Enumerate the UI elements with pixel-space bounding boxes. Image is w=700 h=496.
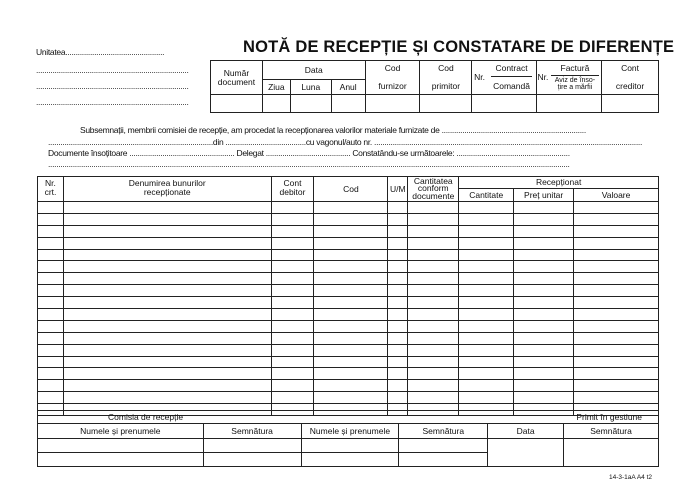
table-cell[interactable] [459, 368, 514, 380]
table-cell[interactable] [574, 368, 659, 380]
contract-label: Contract [495, 63, 528, 74]
table-cell[interactable] [408, 356, 459, 368]
form-code: 14-3-1aA A4 t2 [609, 474, 653, 481]
cont-debitor-header: Cont debitor [271, 177, 314, 202]
table-cell[interactable] [38, 392, 64, 404]
table-cell[interactable] [514, 225, 574, 237]
ziua-cell[interactable] [262, 95, 290, 113]
table-cell[interactable] [271, 332, 314, 344]
signature-table [37, 410, 659, 467]
anul-header: Anul [331, 80, 365, 95]
table-cell[interactable] [388, 332, 408, 344]
numele-header-1: Numele și prenumele [38, 424, 204, 439]
table-cell[interactable] [459, 332, 514, 344]
table-row [38, 225, 659, 237]
ziua-header: Ziua [262, 80, 290, 95]
table-cell[interactable] [574, 249, 659, 261]
numar-document-cell[interactable] [211, 95, 263, 113]
nr-crt-header: Nr. crt. [38, 177, 64, 202]
table-cell[interactable] [459, 273, 514, 285]
contract-cell[interactable] [472, 95, 537, 113]
statement-line-1: Subsemnații, membrii comisiei de recepție, am procedat la recepționarea valorilor materiale furnizate de ...................................................................... [80, 125, 586, 135]
table-cell[interactable] [514, 202, 574, 214]
table-cell[interactable] [38, 285, 64, 297]
table-cell[interactable] [38, 344, 64, 356]
table-cell[interactable] [38, 237, 64, 249]
table-cell[interactable] [574, 261, 659, 273]
table-cell[interactable] [63, 213, 271, 225]
table-cell[interactable] [459, 344, 514, 356]
table-row [38, 213, 659, 225]
table-cell[interactable] [38, 368, 64, 380]
table-cell[interactable] [388, 344, 408, 356]
table-cell[interactable] [514, 332, 574, 344]
table-cell[interactable] [408, 237, 459, 249]
table-cell[interactable] [388, 285, 408, 297]
semnatura-header-1: Semnătura [203, 424, 301, 439]
table-cell[interactable] [388, 273, 408, 285]
table-cell[interactable] [63, 392, 271, 404]
data-header: Data [262, 61, 365, 80]
table-cell[interactable] [63, 249, 271, 261]
sig-cell[interactable] [38, 453, 204, 467]
pret-unitar-header: Preț unitar [514, 189, 574, 202]
statement-line-3: Documente însoțitoare ................................................... Delegat ......................................... Constatându-se următoarele: ....................................................... [48, 148, 570, 158]
table-row [38, 261, 659, 273]
table-cell[interactable] [388, 368, 408, 380]
table-cell[interactable] [459, 380, 514, 392]
table-cell[interactable] [38, 320, 64, 332]
factura-cell[interactable] [537, 95, 602, 113]
table-row [38, 332, 659, 344]
numar-document-header: Număr document [211, 61, 263, 95]
table-cell[interactable] [63, 225, 271, 237]
table-cell[interactable] [574, 380, 659, 392]
table-cell[interactable] [63, 332, 271, 344]
page-title: NOTĂ DE RECEPȚIE ȘI CONSTATARE DE DIFERENȚE [243, 38, 675, 56]
table-cell[interactable] [38, 249, 64, 261]
table-cell[interactable] [408, 392, 459, 404]
table-cell[interactable] [314, 285, 388, 297]
table-cell[interactable] [459, 392, 514, 404]
table-cell[interactable] [514, 213, 574, 225]
table-cell[interactable] [514, 392, 574, 404]
table-cell[interactable] [514, 249, 574, 261]
table-cell[interactable] [271, 297, 314, 309]
unitatea-line-3: .......................................................................... [36, 81, 189, 91]
table-cell[interactable] [408, 297, 459, 309]
table-row [38, 380, 659, 392]
table-cell[interactable] [408, 285, 459, 297]
table-cell[interactable] [514, 380, 574, 392]
table-cell[interactable] [459, 225, 514, 237]
table-cell[interactable] [63, 380, 271, 392]
table-cell[interactable] [38, 380, 64, 392]
table-cell[interactable] [314, 237, 388, 249]
table-row [38, 368, 659, 380]
numele-header-2: Numele și prenumele [301, 424, 399, 439]
sig-cell[interactable] [301, 439, 399, 453]
luna-header: Luna [290, 80, 331, 95]
table-cell[interactable] [314, 368, 388, 380]
cont-creditor-header: Cont creditor [602, 61, 659, 95]
table-cell[interactable] [314, 320, 388, 332]
comanda-label: Comandă [491, 76, 532, 91]
cod-furnizor-cell[interactable] [365, 95, 420, 113]
table-cell[interactable] [314, 332, 388, 344]
table-cell[interactable] [314, 249, 388, 261]
table-cell[interactable] [408, 273, 459, 285]
table-cell[interactable] [314, 273, 388, 285]
table-cell[interactable] [459, 285, 514, 297]
sig-cell[interactable] [203, 453, 301, 467]
table-cell[interactable] [314, 213, 388, 225]
table-cell[interactable] [514, 356, 574, 368]
table-cell[interactable] [459, 213, 514, 225]
table-cell[interactable] [63, 285, 271, 297]
primit-label: Primit în gestiune [399, 411, 659, 424]
table-cell[interactable] [271, 249, 314, 261]
cod-primitor-cell[interactable] [420, 95, 472, 113]
cod-furnizor-header: Cod furnizor [365, 61, 420, 95]
table-cell[interactable] [271, 273, 314, 285]
table-cell[interactable] [574, 237, 659, 249]
table-cell[interactable] [459, 356, 514, 368]
table-row [38, 320, 659, 332]
cod-header: Cod [314, 177, 388, 202]
unitatea-line-4: .......................................................................... [36, 97, 189, 107]
table-cell[interactable] [314, 356, 388, 368]
sig-cell[interactable] [564, 439, 659, 467]
sig-cell[interactable] [203, 439, 301, 453]
table-cell[interactable] [574, 297, 659, 309]
header-table [210, 60, 659, 113]
table-cell[interactable] [314, 380, 388, 392]
table-cell[interactable] [271, 344, 314, 356]
table-cell[interactable] [408, 213, 459, 225]
table-cell[interactable] [38, 332, 64, 344]
factura-label: Factură [560, 62, 590, 73]
table-cell[interactable] [388, 202, 408, 214]
table-cell[interactable] [459, 202, 514, 214]
table-cell[interactable] [514, 273, 574, 285]
table-cell[interactable] [38, 225, 64, 237]
table-cell[interactable] [63, 261, 271, 273]
table-row [38, 273, 659, 285]
table-cell[interactable] [63, 237, 271, 249]
items-table [37, 176, 659, 416]
table-cell[interactable] [63, 356, 271, 368]
cont-creditor-cell[interactable] [602, 95, 659, 113]
table-cell[interactable] [514, 285, 574, 297]
table-cell[interactable] [388, 249, 408, 261]
table-cell[interactable] [271, 309, 314, 321]
table-cell[interactable] [63, 309, 271, 321]
table-cell[interactable] [314, 309, 388, 321]
table-cell[interactable] [271, 202, 314, 214]
table-cell[interactable] [574, 392, 659, 404]
cantitate-header: Cantitate [459, 189, 514, 202]
table-cell[interactable] [388, 261, 408, 273]
table-cell[interactable] [514, 297, 574, 309]
table-row [38, 285, 659, 297]
table-row [38, 356, 659, 368]
table-cell[interactable] [271, 392, 314, 404]
table-cell[interactable] [38, 202, 64, 214]
table-cell[interactable] [271, 320, 314, 332]
table-row [38, 344, 659, 356]
table-cell[interactable] [514, 344, 574, 356]
receptionat-header: Recepționat [459, 177, 659, 189]
table-cell[interactable] [514, 237, 574, 249]
table-cell[interactable] [574, 356, 659, 368]
table-cell[interactable] [271, 285, 314, 297]
table-cell[interactable] [63, 297, 271, 309]
table-cell[interactable] [38, 297, 64, 309]
table-cell[interactable] [314, 344, 388, 356]
table-cell[interactable] [574, 273, 659, 285]
table-cell[interactable] [271, 356, 314, 368]
contract-comanda-header [487, 61, 537, 95]
cod-primitor-header: Cod primitor [420, 61, 472, 95]
table-cell[interactable] [271, 237, 314, 249]
table-cell[interactable] [408, 309, 459, 321]
table-cell[interactable] [514, 261, 574, 273]
sig-cell[interactable] [399, 453, 488, 467]
table-cell[interactable] [408, 368, 459, 380]
luna-cell[interactable] [290, 95, 331, 113]
table-cell[interactable] [388, 225, 408, 237]
table-row [38, 309, 659, 321]
table-cell[interactable] [271, 368, 314, 380]
sig-date-cell[interactable] [488, 439, 564, 467]
table-cell[interactable] [408, 249, 459, 261]
sig-cell[interactable] [399, 439, 488, 453]
table-cell[interactable] [388, 380, 408, 392]
anul-cell[interactable] [331, 95, 365, 113]
table-cell[interactable] [271, 213, 314, 225]
table-cell[interactable] [408, 225, 459, 237]
table-cell[interactable] [388, 320, 408, 332]
table-row [38, 297, 659, 309]
table-cell[interactable] [574, 309, 659, 321]
table-cell[interactable] [38, 213, 64, 225]
table-cell[interactable] [271, 261, 314, 273]
table-cell[interactable] [388, 237, 408, 249]
contract-nr-label: Nr. [472, 61, 487, 95]
table-cell[interactable] [314, 392, 388, 404]
table-row [38, 392, 659, 404]
table-cell[interactable] [408, 261, 459, 273]
cantitatea-conform-header: Cantitatea conform documente [408, 177, 459, 202]
sig-cell[interactable] [301, 453, 399, 467]
table-cell[interactable] [574, 202, 659, 214]
table-cell[interactable] [574, 225, 659, 237]
denumirea-header: Denumirea bunurilor recepționate [63, 177, 271, 202]
aviz-label: Aviz de înso- țire a mărfii [551, 75, 599, 92]
table-cell[interactable] [388, 213, 408, 225]
table-cell[interactable] [574, 320, 659, 332]
table-cell[interactable] [408, 202, 459, 214]
table-cell[interactable] [459, 297, 514, 309]
table-cell[interactable] [388, 297, 408, 309]
table-cell[interactable] [38, 309, 64, 321]
unitatea-line-2: .......................................................................... [36, 65, 189, 75]
table-cell[interactable] [459, 249, 514, 261]
table-cell[interactable] [314, 297, 388, 309]
sig-cell[interactable] [38, 439, 204, 453]
table-cell[interactable] [574, 213, 659, 225]
table-cell[interactable] [408, 332, 459, 344]
table-cell[interactable] [38, 273, 64, 285]
table-cell[interactable] [314, 261, 388, 273]
table-cell[interactable] [514, 320, 574, 332]
table-cell[interactable] [271, 225, 314, 237]
table-cell[interactable] [574, 332, 659, 344]
table-cell[interactable] [574, 285, 659, 297]
table-cell[interactable] [314, 225, 388, 237]
table-row [38, 237, 659, 249]
table-cell[interactable] [388, 309, 408, 321]
table-cell[interactable] [63, 320, 271, 332]
table-cell[interactable] [574, 344, 659, 356]
statement-line-4: ............................................................................................................................................................................................................................................................. [48, 159, 570, 169]
table-cell[interactable] [459, 320, 514, 332]
table-cell[interactable] [514, 368, 574, 380]
table-cell[interactable] [38, 261, 64, 273]
table-cell[interactable] [459, 237, 514, 249]
unitatea-field: Unitatea................................................ [36, 47, 165, 57]
table-cell[interactable] [38, 356, 64, 368]
table-cell[interactable] [459, 261, 514, 273]
semnatura-header-3: Semnătura [564, 424, 659, 439]
table-cell[interactable] [408, 344, 459, 356]
table-cell[interactable] [459, 309, 514, 321]
table-cell[interactable] [408, 320, 459, 332]
data-header-sig: Data [488, 424, 564, 439]
factura-nr-label: Nr. [537, 61, 549, 95]
valoare-header: Valoare [574, 189, 659, 202]
um-header: U/M [388, 177, 408, 202]
table-row [38, 249, 659, 261]
comisia-label: Comisia de recepție [38, 411, 399, 424]
table-cell[interactable] [63, 273, 271, 285]
table-cell[interactable] [314, 202, 388, 214]
table-row [38, 202, 659, 214]
semnatura-header-2: Semnătura [399, 424, 488, 439]
table-cell[interactable] [271, 380, 314, 392]
factura-aviz-header [549, 61, 602, 95]
table-cell[interactable] [63, 368, 271, 380]
table-cell[interactable] [388, 356, 408, 368]
table-cell[interactable] [514, 309, 574, 321]
table-cell[interactable] [63, 344, 271, 356]
statement-line-2: ................................................................................din .......................................cu vagonul/auto nr. .................................................................................................................................. [48, 137, 643, 147]
table-cell[interactable] [388, 392, 408, 404]
table-cell[interactable] [408, 380, 459, 392]
table-cell[interactable] [63, 202, 271, 214]
